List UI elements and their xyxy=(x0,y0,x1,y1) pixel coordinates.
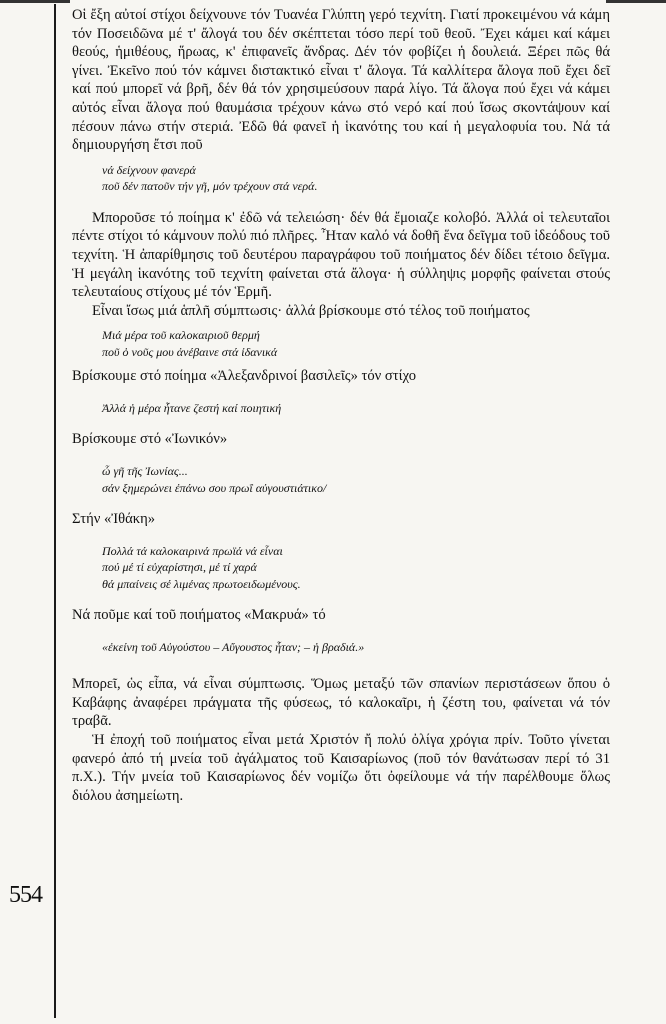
verse-line: σάν ξημερώνει ἐπάνω σου πρωΐ αὐγουστιάτικο/ xyxy=(102,480,327,495)
body-text xyxy=(72,6,610,805)
paragraph: Μπορεῖ, ὡς εἶπα, νά εἶναι σύμπτωσις. Ὅμως μεταξύ τῶν σπανίων περιστάσεων ὅπου ὁ Καβάφης ἀναφέρει πράγματα τῆς φύσεως, τό καλοκαῖρι, ἡ ζέστη του, φαίνεται νά τόν τραβᾶ. xyxy=(72,676,610,730)
verse-quote xyxy=(72,162,610,195)
margin-rule xyxy=(54,4,56,1018)
paragraph: Βρίσκουμε στό ποίημα «Ἀλεξανδρινοί βασιλεῖς» τόν στίχο xyxy=(72,368,417,385)
paragraph: Νά ποῦμε καί τοῦ ποιήματος «Μακρυά» τό xyxy=(72,607,326,624)
page-number: 554 xyxy=(9,882,42,908)
paragraph: Στήν «Ἰθάκη» xyxy=(72,511,156,527)
verse-quote xyxy=(72,639,610,656)
top-edge-mark xyxy=(0,0,70,3)
paragraph: Εἶναι ἴσως μιά ἁπλῆ σύμπτωσις· ἀλλά βρίσκουμε στό τέλος τοῦ ποιήματος xyxy=(92,302,530,319)
verse-quote xyxy=(72,400,610,417)
verse-line: Πολλά τά καλοκαιρινά πρωϊά νά εἶναι xyxy=(102,543,283,558)
verse-quote xyxy=(72,463,610,496)
verse-line: θά μπαίνεις σέ λιμένας πρωτοειδωμένους. xyxy=(102,576,301,591)
verse-line: «ἐκείνη τοῦ Αὐγούστου – Αὔγουστος ἦταν; – ἡ βραδιά.» xyxy=(102,639,365,654)
verse-quote xyxy=(72,327,610,360)
paragraph: Βρίσκουμε στό «Ἰωνικόν» xyxy=(72,431,228,448)
paragraph: Οἱ ἔξη αὐτοί στίχοι δείχνουνε τόν Τυανέα Γλύπτη γερό τεχνίτη. Γιατί προκειμένου νά κάμη τόν Ποσειδῶνα μέ τ' ἄλογά του δέν σκέπτεται τόσο περί τοῦ θεοῦ. Ἔχει κάμει καί κάμει θεούς, ἡμιθέους, ἥρωας, κ' ἐπιφανεῖς ἄνδρας. Δέν τόν φοβίζει ἡ δουλειά. Ξέρει πῶς θά γίνει. Ἐκεῖνο πού τόν κάμνει διστακτικό εἶναι τ' ἄλογα. Τά καλλίτερα ἄλογα ποῦ ἔχει δεῖ καί πού μπορεῖ νά βρῆ, δέν θά τόν χρησιμεύσουν παρά λίγο. Τά ἄλογα πού ἔχει νά κάμει αὐτός εἶναι ἄλογα πού θαυμάσια τρέχουν κάνω στό νερό καί πού ἴσως σκοντάψουν καί πέσουν πάνω στήν στεριά. Ἐδῶ θά φανεῖ ἡ ἱκανότης του καί ἡ μεγαλοφυία του. Νά τά δημιουργήση ἔτσι ποῦ xyxy=(72,7,610,154)
verse-line: Ἀλλά ἡ μέρα ἦτανε ζεστή καί ποιητική xyxy=(102,400,282,415)
verse-line: ὦ γῆ τῆς Ἰωνίας... xyxy=(102,464,188,478)
top-edge-mark xyxy=(606,0,666,3)
paragraph: Μποροῦσε τό ποίημα κ' ἐδῶ νά τελειώση· δέν θά ἔμοιαζε κολοβό. Ἀλλά οἱ τελευταῖοι πέντε στίχοι τό κάμνουν πολύ πιό πλῆρες. Ἦταν καλό νά δοθῆ ἕνα δεῖγμα τοῦ ἰδεόδους τοῦ τεχνίτη. Ἡ ἀπαρίθμησις τοῦ δευτέρου παραγράφου τοῦ ποιήματος δέν δίδει τέτοιο δεῖγμα. Ἡ μεγάλη ἱκανότης τοῦ τεχνίτη φαίνεται στά ἄλογα· ἡ σύλληψις μορφῆς φαίνεται στούς τελευταίους στίχους μέ τόν Ἑρμῆ. xyxy=(72,209,610,301)
verse-line: νά δείχνουν φανερά xyxy=(102,162,196,177)
verse-line: ποῦ δέν πατοῦν τήν γῆ, μόν τρέχουν στά νερά. xyxy=(102,179,318,194)
verse-quote xyxy=(72,543,610,593)
verse-line: πού μέ τί εὐχαρίστησι, μέ τί χαρά xyxy=(102,560,257,575)
verse-line: Μιά μέρα τοῦ καλοκαιριοῦ θερμή xyxy=(102,328,260,343)
paragraph: Ἡ ἐποχή τοῦ ποιήματος εἶναι μετά Χριστόν ἤ πολύ ὀλίγα χρόγια πρίν. Τοῦτο γίνεται φανερό ἀπό τή μνεία τοῦ ἀγάλματος τοῦ Καισαρίωνος (ποῦ τόν θανάτωσαν περί τό 31 π.Χ.). Τήν μνεία τοῦ Καισαρίωνος δέν νομίζω ὅτι ὀφείλουμε νά τήν παρέλθουμε ὅλως διόλου ἀσημείωτη. xyxy=(72,731,610,804)
verse-line: ποῦ ὁ νοῦς μου ἀνέβαινε στά ἰδανικά xyxy=(102,344,278,359)
